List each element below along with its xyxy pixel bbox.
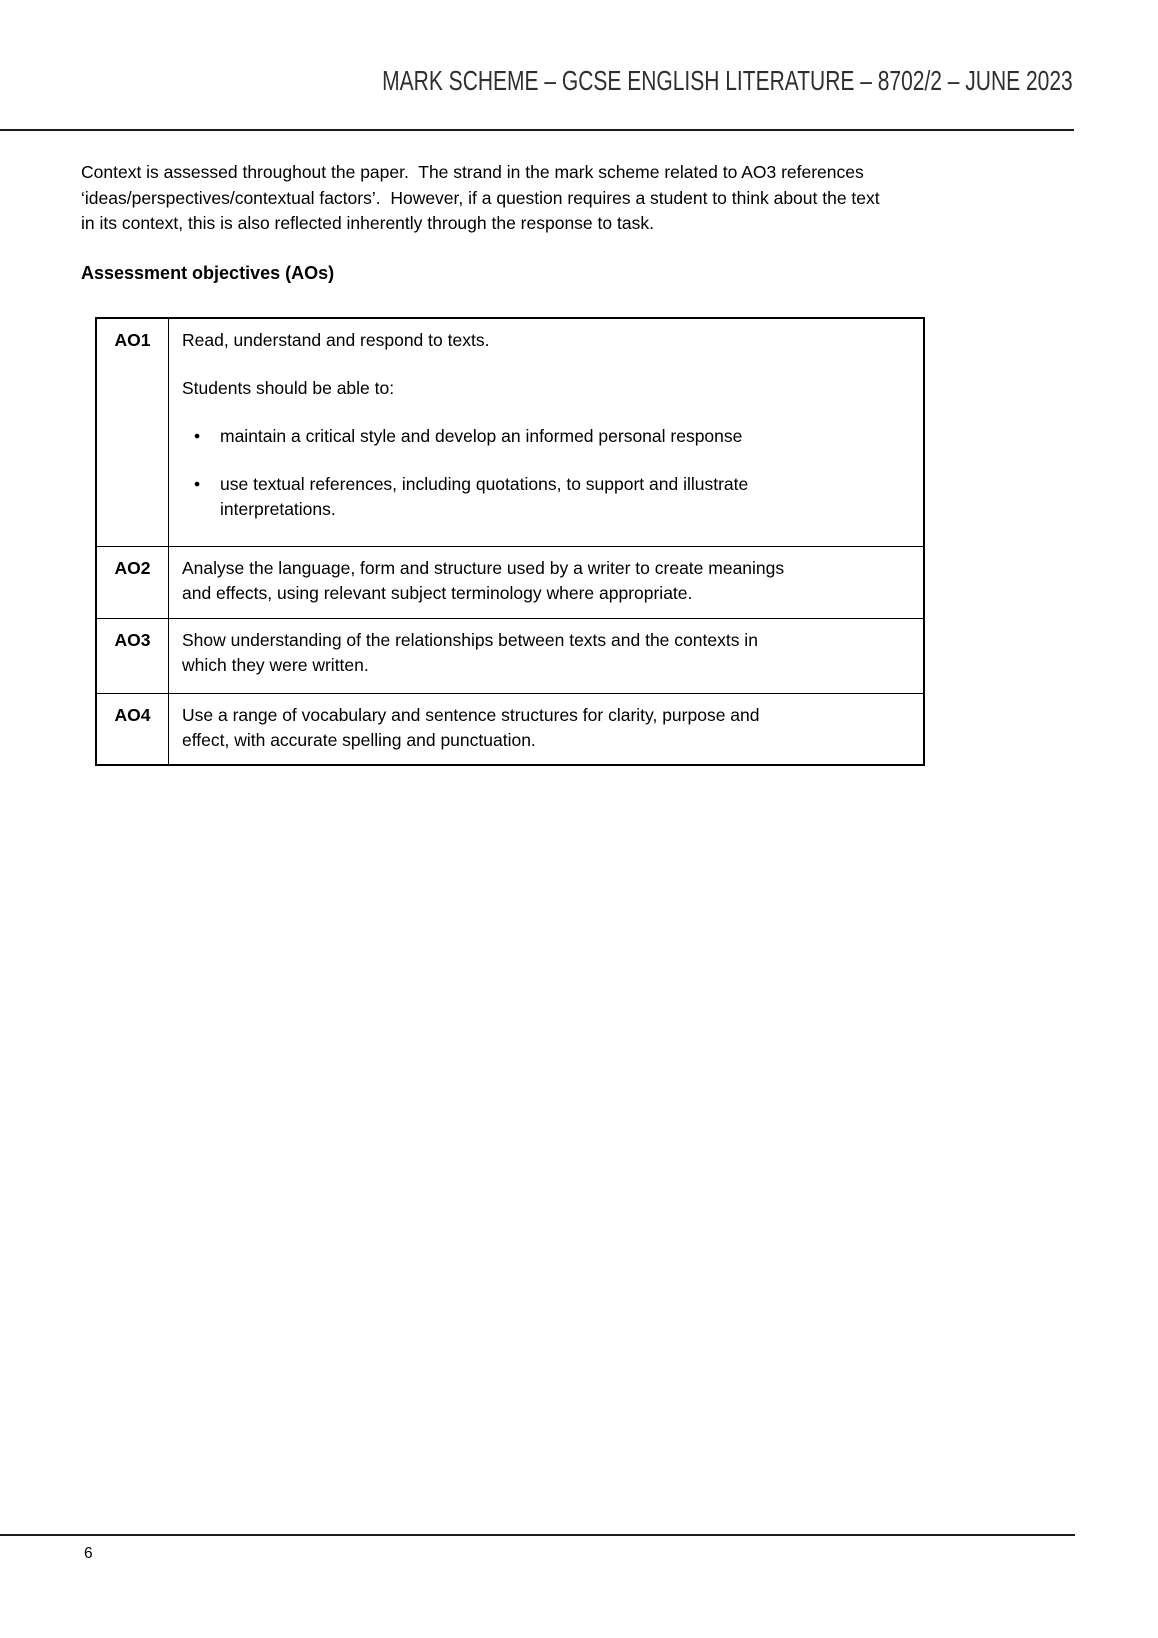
bullet-item — [194, 472, 913, 522]
table-row-ao1 — [96, 318, 924, 546]
bullet-text: maintain a critical style and develop an informed personal response — [220, 426, 743, 446]
intro-line: Context is assessed throughout the paper. The strand in the mark scheme related to AO3 references — [81, 162, 864, 182]
ao-description-cell — [169, 318, 925, 546]
ao-description-cell: Use a range of vocabulary and sentence structures for clarity, purpose and effect, with accurate spelling and punctuation. — [169, 693, 925, 765]
bullet-icon: • — [194, 426, 201, 446]
ao-code: AO2 — [96, 546, 169, 618]
ao-code: AO4 — [96, 693, 169, 765]
ao-description-cell: Analyse the language, form and structure used by a writer to create meanings and effects, using relevant subject terminology where appropriate. — [169, 546, 925, 618]
ao-code: AO3 — [96, 618, 169, 693]
section-heading: Assessment objectives (AOs) — [81, 263, 335, 283]
bullet-icon: • — [194, 474, 201, 494]
page-number: 6 — [84, 1545, 93, 1562]
bullet-text: use textual references, including quotations, to support and illustrate interpretations. — [220, 474, 749, 519]
footer-rule — [0, 1534, 1075, 1536]
bullet-item — [194, 424, 913, 449]
ao-description-cell: Show understanding of the relationships between texts and the contexts in which they were written. — [169, 618, 925, 693]
page-header-title: MARK SCHEME – GCSE ENGLISH LITERATURE – 8702/2 – JUNE 2023 — [382, 65, 1073, 96]
intro-line: in its context, this is also reflected inherently through the response to task. — [81, 213, 654, 233]
ao-code: AO1 — [96, 318, 169, 546]
ao-paragraph: Read, understand and respond to texts. — [182, 330, 490, 350]
intro-paragraph — [81, 160, 880, 237]
assessment-objectives-table — [95, 317, 925, 766]
ao-paragraph: Students should be able to: — [182, 378, 395, 398]
header-rule — [0, 129, 1074, 131]
table-row-ao3 — [96, 618, 924, 693]
table-row-ao2 — [96, 546, 924, 618]
table-row-ao4 — [96, 693, 924, 765]
intro-line: ‘ideas/perspectives/contextual factors’. However, if a question requires a student to think about the text — [81, 187, 880, 208]
